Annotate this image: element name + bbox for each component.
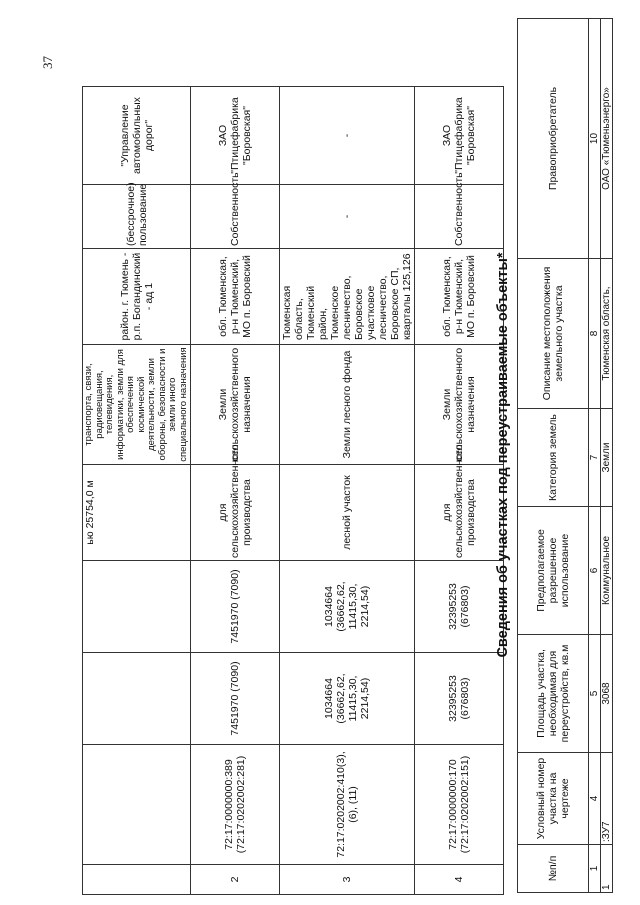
cell-area-total: 7451970 (7090) — [191, 561, 280, 653]
cell-area-total: 1034664 (36662,62, 11415,30, 2214,54) — [280, 561, 415, 653]
cell-category: Земли сельскохозяйственного назначения — [415, 345, 504, 465]
cell-area-needed: 7451970 (7090) — [191, 653, 280, 745]
index-cell: 1 — [589, 845, 601, 893]
header-category: Категория земель — [518, 409, 589, 507]
cell-holder: - — [280, 87, 415, 185]
cell-location: обл. Тюменская, р-н Тюменский, МО п. Боровский — [191, 249, 280, 345]
page-number: 37 — [40, 56, 55, 69]
index-cell: 6 — [589, 507, 601, 635]
section-title: Сведения об участках под переустраиваемые объекты* — [495, 252, 511, 658]
cell-category: Земли — [601, 409, 613, 507]
cell-holder: ЗАО "Птицефабрика "Боровская" — [191, 87, 280, 185]
cell-area-needed — [83, 653, 191, 745]
cell-right: Собственность — [415, 185, 504, 249]
cell-num — [83, 865, 191, 895]
index-cell: 5 — [589, 635, 601, 753]
cell-location: район. г. Тюмень - р.п. Богандинский - ад 1 — [83, 249, 191, 345]
cell-category: Земли лесного фонда — [280, 345, 415, 465]
land-plots-table — [82, 86, 504, 895]
cell-cadastral: 72:17:0000000:170 (72:17:0202002:151) — [415, 745, 504, 865]
relocated-objects-table — [517, 18, 613, 893]
header-cond-num: Условный номер участка на чертеже — [518, 753, 589, 845]
cell-use: ью 25754,0 м — [83, 465, 191, 561]
index-cell: 10 — [589, 19, 601, 259]
cell-right: Собственность — [191, 185, 280, 249]
header-use: Предполагаемое разрешенное использование — [518, 507, 589, 635]
cell-area-total — [83, 561, 191, 653]
table-row — [415, 87, 504, 895]
cell-holder: ЗАО "Птицефабрика "Боровская" — [415, 87, 504, 185]
cell-cadastral: 72:17:0202002:410(3), (6), (11) — [280, 745, 415, 865]
table-row — [83, 87, 191, 895]
index-cell: 8 — [589, 259, 601, 409]
cell-cadastral — [83, 745, 191, 865]
header-location: Описание местоположения земельного участка — [518, 259, 589, 409]
cell-holder: ОАО «Тюменьэнерго» — [601, 19, 613, 259]
header-num: №п/п — [518, 845, 589, 893]
cell-use: Коммунальное — [601, 507, 613, 635]
cell-category: Земли сельскохозяйственного назначения — [191, 345, 280, 465]
cell-cadastral: 72:17:0000000:389 (72:17:0202002:281) — [191, 745, 280, 865]
cell-num: 1 — [601, 845, 613, 893]
cell-right: - — [280, 185, 415, 249]
cell-location: обл. Тюменская, р-н Тюменский, МО п. Боровский — [415, 249, 504, 345]
cell-cond-num: :ЗУ7 — [601, 753, 613, 845]
cell-location: Тюменская область, Тюменский район, Тюменское лесничество, Боровское участковое лесничество, Боровское СП, кварталы 125,126 — [280, 249, 415, 345]
cell-area-needed: 1034664 (36662,62, 11415,30, 2214,54) — [280, 653, 415, 745]
cell-area-total: 32395253 (676803) — [415, 561, 504, 653]
index-cell: 4 — [589, 753, 601, 845]
table-header-row — [518, 19, 589, 893]
cell-use: лесной участок — [280, 465, 415, 561]
cell-area: 3068 — [601, 635, 613, 753]
cell-right: (бессрочное) пользование — [83, 185, 191, 249]
table-index-row — [589, 19, 601, 893]
cell-area-needed: 32395253 (676803) — [415, 653, 504, 745]
cell-holder: "Управление автомобильных дорог" — [83, 87, 191, 185]
cell-location: Тюменская область, — [601, 259, 613, 409]
index-cell: 7 — [589, 409, 601, 507]
cell-use: для сельскохозяйственного производства — [415, 465, 504, 561]
header-area: Площадь участка, необходимая для переустройств, кв.м — [518, 635, 589, 753]
table-row — [601, 19, 613, 893]
header-holder: Правоприобретатель — [518, 19, 589, 259]
table-row — [191, 87, 280, 895]
cell-num: 4 — [415, 865, 504, 895]
table-row — [280, 87, 415, 895]
cell-num: 3 — [280, 865, 415, 895]
cell-category: транспорта, связи, радиовещания, телевидения, информатики, земли для обеспечения космической деятельности, земли обороны, безопасности и земли иного специального назначения — [83, 345, 191, 465]
cell-use: для сельскохозяйственного производства — [191, 465, 280, 561]
cell-num: 2 — [191, 865, 280, 895]
